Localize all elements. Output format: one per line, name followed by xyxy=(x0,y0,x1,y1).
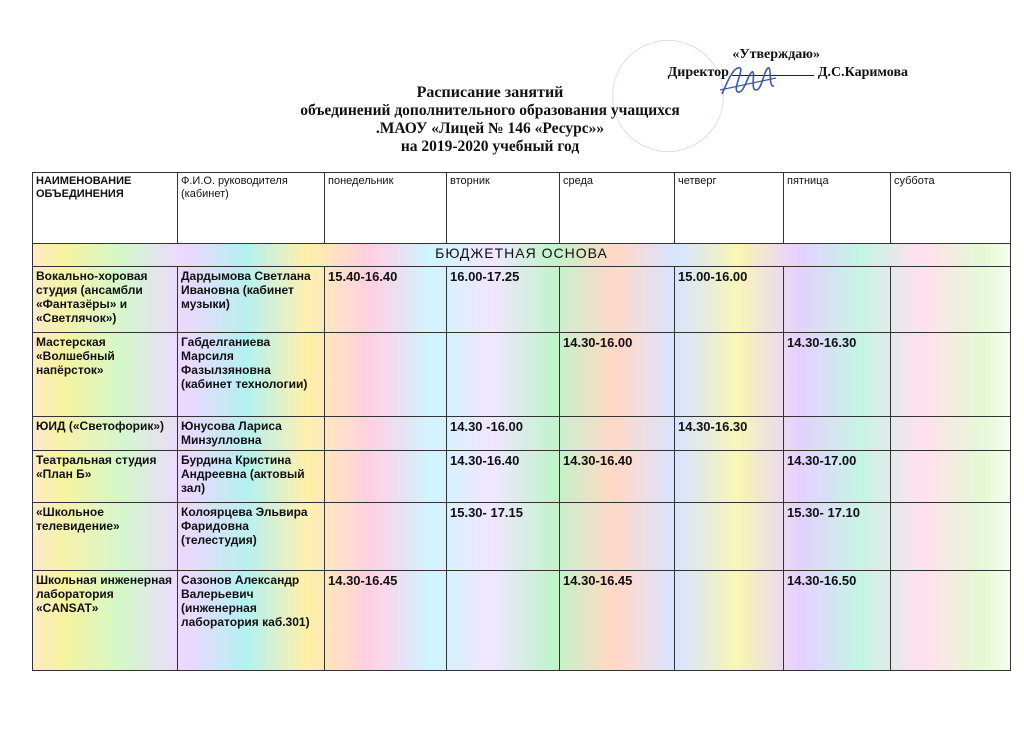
cell-wednesday xyxy=(560,267,675,333)
row-name: Мастерская «Волшебный напёрсток» xyxy=(33,333,178,417)
cell-monday xyxy=(325,417,447,451)
cell-friday: 14.30-16.30 xyxy=(784,333,891,417)
cell-monday xyxy=(325,333,447,417)
row-teacher: Бурдина Кристина Андреевна (актовый зал) xyxy=(178,451,325,503)
cell-monday: 14.30-16.45 xyxy=(325,571,447,671)
cell-wednesday: 14.30-16.00 xyxy=(560,333,675,417)
row-name: «Школьное телевидение» xyxy=(33,503,178,571)
cell-thursday: 14.30-16.30 xyxy=(675,417,784,451)
title-line-1: Расписание занятий xyxy=(416,84,564,101)
cell-saturday xyxy=(891,267,1011,333)
cell-wednesday: 14.30-16.40 xyxy=(560,451,675,503)
schedule-table xyxy=(32,172,1011,671)
approve-label: «Утверждаю» xyxy=(732,47,820,62)
cell-saturday xyxy=(891,451,1011,503)
director-name: Д.С.Каримова xyxy=(817,65,908,80)
cell-wednesday xyxy=(560,503,675,571)
row-teacher: Габделганиева Марсиля Фазылзяновна (кабинет технологии) xyxy=(178,333,325,417)
cell-saturday xyxy=(891,503,1011,571)
title-line-3: .МАОУ «Лицей № 146 «Ресурс»» xyxy=(375,120,605,137)
cell-friday: 14.30-17.00 xyxy=(784,451,891,503)
cell-thursday xyxy=(675,503,784,571)
cell-saturday xyxy=(891,333,1011,417)
cell-wednesday: 14.30-16.45 xyxy=(560,571,675,671)
title-line-2: объединений дополнительного образования учащихся xyxy=(300,102,680,119)
table-row xyxy=(33,451,1011,503)
cell-tuesday xyxy=(447,571,560,671)
cell-friday: 14.30-16.50 xyxy=(784,571,891,671)
cell-thursday xyxy=(675,451,784,503)
row-name: Театральная студия «План Б» xyxy=(33,451,178,503)
header-name: НАИМЕНОВАНИЕ ОБЪЕДИНЕНИЯ xyxy=(33,173,178,244)
cell-tuesday xyxy=(447,333,560,417)
cell-tuesday: 16.00-17.25 xyxy=(447,267,560,333)
cell-tuesday: 14.30 -16.00 xyxy=(447,417,560,451)
director-label: Директор xyxy=(667,65,729,80)
cell-thursday xyxy=(675,333,784,417)
cell-thursday: 15.00-16.00 xyxy=(675,267,784,333)
approval-block xyxy=(648,46,908,82)
cell-saturday xyxy=(891,417,1011,451)
header-tuesday: вторник xyxy=(447,173,560,244)
row-name: ЮИД («Светофорик») xyxy=(33,417,178,451)
table-row xyxy=(33,267,1011,333)
cell-saturday xyxy=(891,571,1011,671)
table-row xyxy=(33,571,1011,671)
cell-friday xyxy=(784,267,891,333)
cell-monday xyxy=(325,503,447,571)
table-row xyxy=(33,417,1011,451)
row-teacher: Сазонов Александр Валерьевич (инженерная лаборатория каб.301) xyxy=(178,571,325,671)
cell-monday xyxy=(325,451,447,503)
director-line xyxy=(648,64,908,82)
row-teacher: Юнусова Лариса Минзулловна xyxy=(178,417,325,451)
header-thursday: четверг xyxy=(675,173,784,244)
cell-thursday xyxy=(675,571,784,671)
header-row xyxy=(33,173,1011,244)
row-name: Вокально-хоровая студия (ансамбли «Фантазёры» и «Светлячок») xyxy=(33,267,178,333)
header-wednesday: среда xyxy=(560,173,675,244)
row-teacher: Колоярцева Эльвира Фаридовна (телестудия) xyxy=(178,503,325,571)
title-line-4: на 2019-2020 учебный год xyxy=(400,138,580,155)
section-label: БЮДЖЕТНАЯ ОСНОВА xyxy=(33,244,1011,267)
cell-friday xyxy=(784,417,891,451)
cell-wednesday xyxy=(560,417,675,451)
cell-tuesday: 15.30- 17.15 xyxy=(447,503,560,571)
row-name: Школьная инженерная лаборатория «CANSAT» xyxy=(33,571,178,671)
header-friday: пятница xyxy=(784,173,891,244)
row-teacher: Дардымова Светлана Ивановна (кабинет музыки) xyxy=(178,267,325,333)
header-monday: понедельник xyxy=(325,173,447,244)
cell-monday: 15.40-16.40 xyxy=(325,267,447,333)
document-title xyxy=(200,84,780,156)
cell-friday: 15.30- 17.10 xyxy=(784,503,891,571)
header-saturday: суббота xyxy=(891,173,1011,244)
table-row xyxy=(33,333,1011,417)
section-row xyxy=(33,244,1011,267)
table-row xyxy=(33,503,1011,571)
cell-tuesday: 14.30-16.40 xyxy=(447,451,560,503)
header-teacher: Ф.И.О. руководителя (кабинет) xyxy=(178,173,325,244)
